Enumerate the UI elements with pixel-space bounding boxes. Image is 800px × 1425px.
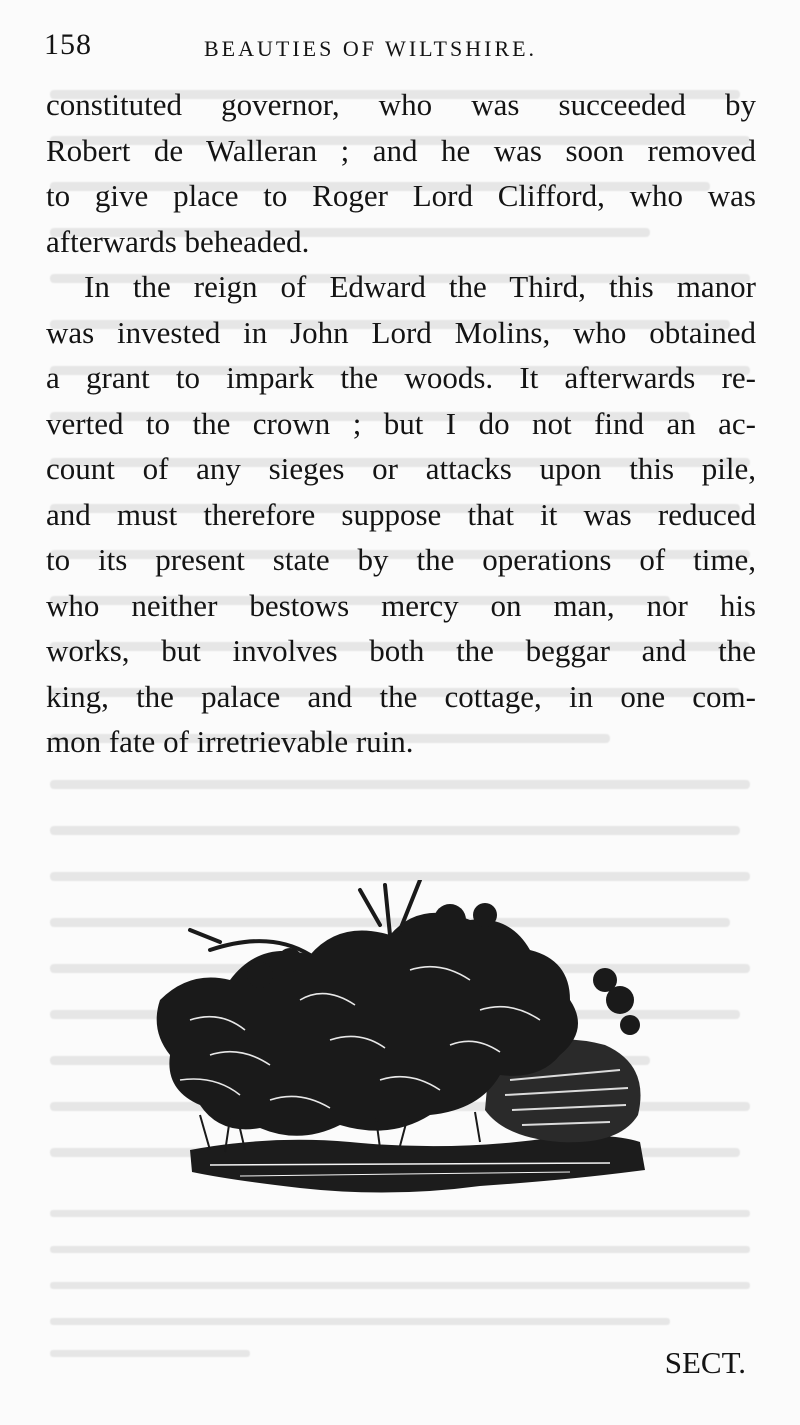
text-line: mon fate of irretrievable ruin. xyxy=(46,724,414,759)
page-header xyxy=(44,28,756,68)
text-line: and must therefore suppose that it was reduced xyxy=(46,496,756,532)
page-number: 158 xyxy=(44,28,92,61)
text-line: afterwards beheaded. xyxy=(46,223,310,259)
text-line: to give place to Roger Lord Clifford, who was xyxy=(46,178,756,213)
catchword: SECT. xyxy=(664,1345,746,1380)
text-line: was invested in John Lord Molins, who obtained xyxy=(46,314,756,350)
paragraph-1 xyxy=(46,82,756,264)
woodcut-shrubbery-vignette-icon xyxy=(150,880,660,1205)
body-text xyxy=(46,82,756,765)
woodcut-vignette xyxy=(150,880,660,1205)
text-line: a grant to impark the woods. It afterwards re- xyxy=(46,360,756,395)
text-line: who neither bestows mercy on man, nor his xyxy=(46,587,756,623)
text-line: to its present state by the operations of time, xyxy=(46,542,756,577)
text-line: constituted governor, who was succeeded by xyxy=(46,87,756,122)
text-line: works, but involves both the beggar and the xyxy=(46,633,756,668)
paragraph-2 xyxy=(46,264,756,765)
text-line: count of any sieges or attacks upon this pile, xyxy=(46,451,756,486)
text-line: In the reign of Edward the Third, this manor xyxy=(84,269,756,304)
running-head: BEAUTIES OF WILTSHIRE. xyxy=(204,36,538,61)
text-line: Robert de Walleran ; and he was soon removed xyxy=(46,132,756,168)
text-line: verted to the crown ; but I do not find an ac- xyxy=(46,405,756,441)
text-line: king, the palace and the cottage, in one com- xyxy=(46,678,756,714)
